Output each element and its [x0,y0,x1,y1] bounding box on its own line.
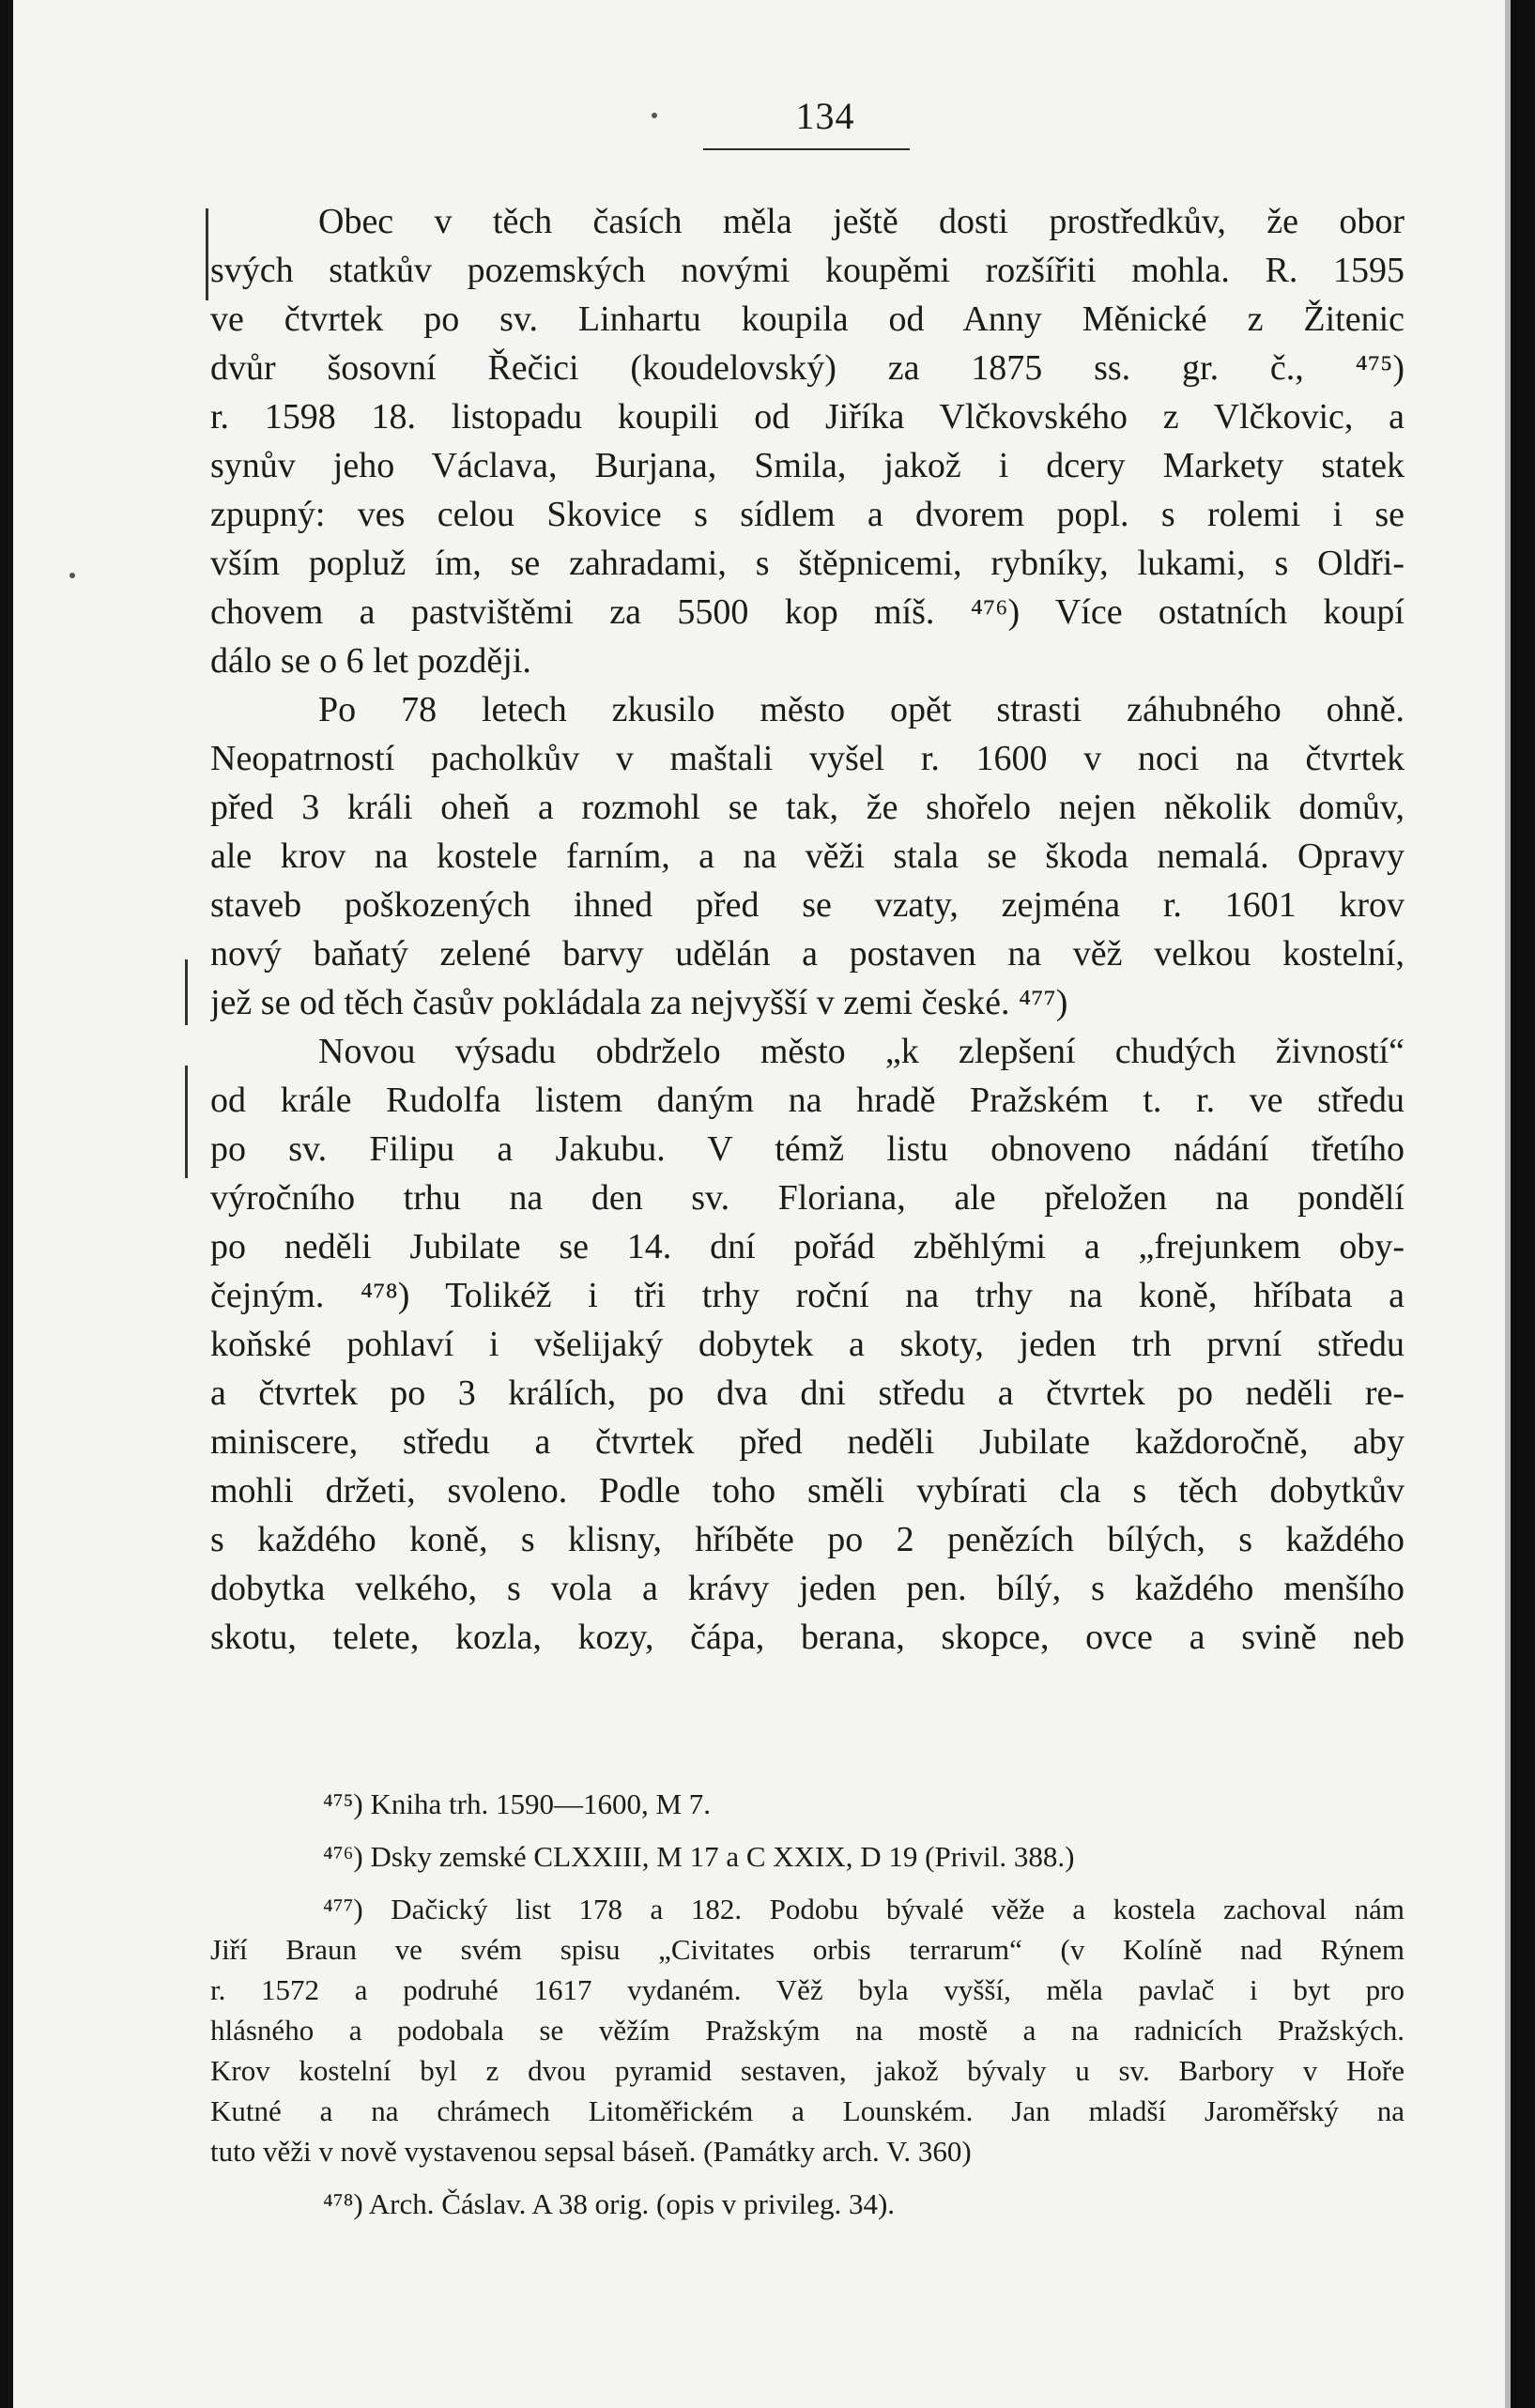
footnote-477-line: Krov kostelní byl z dvou pyramid sestaven, jakož bývaly u sv. Barbory v Hoře [210,2054,1405,2087]
text-line: skotu, telete, kozla, kozy, čápa, berana, skopce, ovce a svině neb [210,1618,1405,1657]
scan-edge-left [0,0,13,2408]
text-line: ve čtvrtek po sv. Linhartu koupila od Anny Měnické z Žitenic [210,299,1405,339]
text-line: miniscere, středu a čtvrtek před neděli Jubilate každoročně, aby [210,1422,1405,1462]
body-text [210,197,1405,1662]
footnote-475: ⁴⁷⁵) Kniha trh. 1590—1600, M 7. [323,1787,712,1820]
text-line: Obec v těch časích měla ještě dosti prostředkův, že obor [318,202,1405,241]
margin-mark [185,959,188,1025]
text-line: po neděli Jubilate se 14. dní pořád zběhlými a „frejunkem oby- [210,1227,1405,1266]
margin-mark [185,1066,188,1178]
margin-mark [206,208,208,300]
scan-speck [69,573,75,578]
text-line: nový baňatý zelené barvy udělán a postaven na věž velkou kostelní, [210,934,1405,974]
footnote-477-line: Kutné a na chrámech Litoměřickém a Lounském. Jan mladší Jaroměřský na [210,2094,1405,2127]
text-line: a čtvrtek po 3 králích, po dva dni středu a čtvrtek po neděli re- [210,1373,1405,1413]
footnote-477-line: r. 1572 a podruhé 1617 vydaném. Věž byla vyšší, měla pavlač i byt pro [210,1973,1405,2006]
footnote-477: ⁴⁷⁷) Dačický list 178 a 182. Podobu bývalé věže a kostela zachoval nám [323,1893,1405,1925]
footnote-477-line: tuto věži v nově vystavenou sepsal báseň. (Památky arch. V. 360) [210,2135,972,2168]
text-line: dálo se o 6 let později. [210,641,531,681]
text-line: Po 78 letech zkusilo město opět strasti záhubného ohně. [318,690,1405,729]
text-line: jež se od těch časův pokládala za nejvyšší v zemi české. ⁴⁷⁷) [210,983,1068,1022]
text-line: před 3 králi oheň a rozmohl se tak, že shořelo nejen několik domův, [210,788,1405,827]
text-line: od krále Rudolfa listem daným na hradě Pražském t. r. ve středu [210,1081,1405,1120]
header-rule [703,148,910,150]
text-line: Neopatrností pacholkův v maštali vyšel r. 1600 v noci na čtvrtek [210,739,1405,778]
text-line: svých statkův pozemských novými koupěmi rozšířiti mohla. R. 1595 [210,251,1405,290]
footnote-476: ⁴⁷⁶) Dsky zemské CLXXIII, M 17 a C XXIX, D 19 (Privil. 388.) [323,1840,1075,1873]
text-line: vším popluž ím, se zahradami, s štěpnicemi, rybníky, lukami, s Oldři- [210,544,1405,583]
text-line: čejným. ⁴⁷⁸) Tolikéž i tři trhy roční na trhy na koně, hříbata a [210,1276,1405,1315]
text-line: koňské pohlaví i všelijaký dobytek a skoty, jeden trh první středu [210,1325,1405,1364]
page-number: 134 [795,95,855,137]
text-line: Novou výsadu obdrželo město „k zlepšení chudých živností“ [318,1032,1405,1071]
footnotes [210,1784,1405,2224]
text-line: výročního trhu na den sv. Floriana, ale přeložen na pondělí [210,1178,1405,1218]
text-line: r. 1598 18. listopadu koupili od Jiříka Vlčkovského z Vlčkovic, a [210,397,1405,437]
text-line: zpupný: ves celou Skovice s sídlem a dvorem popl. s rolemi i se [210,495,1405,534]
text-line: ale krov na kostele farním, a na věži stala se škoda nemalá. Opravy [210,836,1405,876]
book-page [13,0,1481,2408]
scan-speck [652,113,657,118]
text-line: mohli držeti, svoleno. Podle toho směli vybírati cla s těch dobytkův [210,1471,1405,1511]
text-line: dobytka velkého, s vola a krávy jeden pen. bílý, s každého menšího [210,1569,1405,1608]
text-line: chovem a pastvištěmi za 5500 kop míš. ⁴⁷⁶) Více ostatních koupí [210,592,1405,632]
text-line: po sv. Filipu a Jakubu. V témž listu obnoveno nádání třetího [210,1129,1405,1169]
footnote-477-line: hlásného a podobala se věžím Pražským na mostě a na radnicích Pražských. [210,2014,1405,2047]
text-line: dvůr šosovní Řečici (koudelovský) za 1875 ss. gr. č., ⁴⁷⁵) [210,348,1405,388]
scan-edge-right [1511,0,1535,2408]
footnote-478: ⁴⁷⁸) Arch. Čáslav. A 38 orig. (opis v privileg. 34). [323,2187,896,2220]
text-line: s každého koně, s klisny, hříběte po 2 penězích bílých, s každého [210,1520,1405,1559]
text-line: staveb poškozených ihned před se vzaty, zejména r. 1601 krov [210,885,1405,925]
text-line: synův jeho Václava, Burjana, Smila, jakož i dcery Markety statek [210,446,1405,485]
footnote-477-line: Jiří Braun ve svém spisu „Civitates orbis terrarum“ (v Kolíně nad Rýnem [210,1933,1405,1966]
